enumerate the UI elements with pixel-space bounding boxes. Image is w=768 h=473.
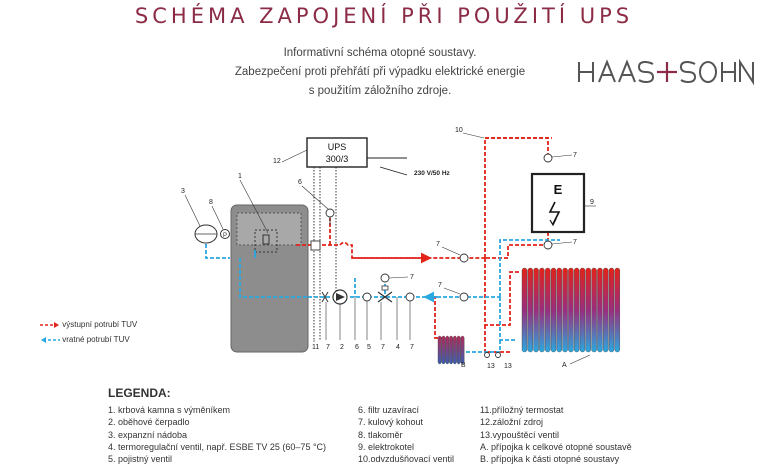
radiator-fin <box>568 268 573 352</box>
legend-item: 9. elektrokotel <box>358 441 415 452</box>
callout-a: A <box>562 362 567 369</box>
legend-item: 11.příložný termostat <box>480 405 564 415</box>
callout-9: 9 <box>590 199 594 206</box>
radiator-b <box>438 336 464 364</box>
electric-boiler <box>532 174 584 232</box>
callout-7-h: 7 <box>410 344 414 351</box>
callout-7-c: 7 <box>436 241 440 248</box>
callout-1: 1 <box>238 173 242 180</box>
callout-4: 4 <box>396 344 400 351</box>
legend-item: 5. pojistný ventil <box>108 454 173 465</box>
ups-box <box>307 138 367 167</box>
radiator-fin <box>586 268 591 352</box>
legend-title: LEGENDA: <box>108 386 171 400</box>
legend-item: A. přípojka k celkové otopné soustavě <box>480 441 632 452</box>
bottom-callouts <box>312 344 414 351</box>
radiator-fin <box>597 268 602 352</box>
callout-7-d: 7 <box>438 282 442 289</box>
radiator-fin <box>522 268 527 352</box>
legend-item: 4. termoregulační ventil, např. ESBE TV 25 (60–75 °C) <box>108 441 327 452</box>
callout-7-a: 7 <box>573 152 577 159</box>
radiator-fin <box>528 268 533 352</box>
callout-12: 12 <box>273 158 281 165</box>
radiator-fin <box>461 336 464 364</box>
subtitle-line-3: s použitím záložního zdroje. <box>308 85 452 97</box>
page-title: SCHÉMA ZAPOJENÍ PŘI POUŽITÍ UPS <box>134 4 634 28</box>
callout-3: 3 <box>181 188 185 195</box>
callout-b: B <box>461 362 466 369</box>
thermostat-block <box>311 241 320 250</box>
ups-model: 300/3 <box>325 154 349 164</box>
callout-6: 6 <box>298 179 302 186</box>
return-key <box>40 335 130 344</box>
radiator-fin <box>615 268 620 352</box>
radiator-fin <box>574 268 579 352</box>
callout-7-e: 7 <box>410 274 414 281</box>
legend-item: B. přípojka k části otopné soustavy <box>480 454 620 465</box>
legend-item: 12.záložní zdroj <box>480 417 544 428</box>
radiator-fin <box>457 336 460 364</box>
radiator-fin <box>438 336 441 364</box>
callout-13-a: 13 <box>487 363 495 370</box>
radiator-fin <box>551 268 556 352</box>
callout-5: 5 <box>367 344 371 351</box>
callout-7-f: 7 <box>326 344 330 351</box>
radiator-fin <box>545 268 550 352</box>
manometer <box>221 230 230 240</box>
radiator-fin <box>539 268 544 352</box>
radiator-fin <box>592 268 597 352</box>
callout-7-b: 7 <box>573 239 577 246</box>
legend-col-1 <box>108 404 326 465</box>
radiator-fin <box>609 268 614 352</box>
callout-11: 11 <box>312 344 320 351</box>
e-box-label: E <box>553 182 563 197</box>
radiator-fin <box>453 336 456 364</box>
legend-item: 8. tlakoměr <box>358 429 403 440</box>
safety-valve <box>326 209 334 225</box>
radiator-fin <box>442 336 445 364</box>
subtitle-line-1: Informativní schéma otopné soustavy. <box>283 47 477 59</box>
legend-item: 7. kulový kohout <box>358 417 424 428</box>
radiator-fin <box>580 268 585 352</box>
svg-text:P: P <box>223 233 228 239</box>
radiator-fin <box>557 268 562 352</box>
callout-13-b: 13 <box>504 363 512 370</box>
callout-10: 10 <box>455 127 463 134</box>
legend-item: 13.vypouštěcí ventil <box>480 429 560 440</box>
callout-2: 2 <box>340 344 344 351</box>
legend-item: 10.odvzdušňovací ventil <box>358 454 455 465</box>
stove-boiler <box>231 205 308 352</box>
pump <box>333 290 347 304</box>
radiator-fin <box>563 268 568 352</box>
return-key-label: vratné potrubí TUV <box>62 335 130 344</box>
legend-item: 1. krbová kamna s výměníkem <box>108 405 231 415</box>
radiator-fin <box>603 268 608 352</box>
legend-item: 3. expanzní nádoba <box>108 429 188 440</box>
expansion-vessel <box>195 225 217 243</box>
legend-col-3 <box>480 404 632 465</box>
power-label: 230 V/50 Hz <box>414 170 450 177</box>
ups-label: UPS <box>327 142 347 152</box>
supply-key-label: výstupní potrubí TUV <box>62 320 138 329</box>
radiator-a <box>522 268 620 352</box>
callout-6-b: 6 <box>355 344 359 351</box>
legend-item: 6. filtr uzavírací <box>358 405 420 415</box>
callout-7-g: 7 <box>381 344 385 351</box>
radiator-fin <box>534 268 539 352</box>
legend-item: 2. oběhové čerpadlo <box>108 417 190 428</box>
radiator-fin <box>446 336 449 364</box>
supply-key <box>40 320 137 329</box>
radiator-fin <box>449 336 452 364</box>
callout-8: 8 <box>209 199 213 206</box>
drain-valves <box>485 353 501 358</box>
legend-col-2 <box>358 404 454 465</box>
subtitle-line-2: Zabezpečení proti přehřátí při výpadku elektrické energie <box>234 66 526 78</box>
